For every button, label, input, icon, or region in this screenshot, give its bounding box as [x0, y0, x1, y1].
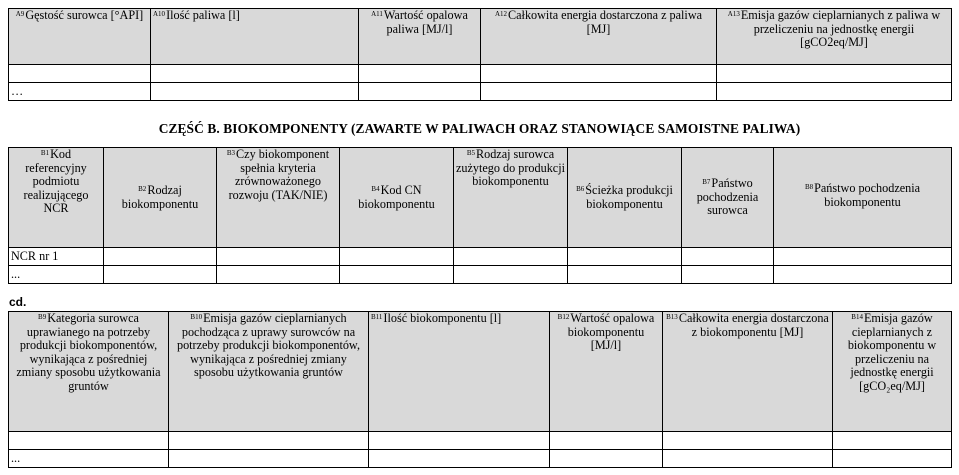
table-cell[interactable] — [833, 450, 952, 468]
table-cell[interactable] — [454, 266, 568, 284]
continuation-label: cd. — [9, 295, 27, 309]
header-kryteria-zrownowazonego-rozwoju: $^{B3}$Czy biokomponent spełnia kryteria zrównoważonego rozwoju (TAK/NIE) — [217, 148, 340, 248]
table-cell[interactable] — [568, 248, 682, 266]
header-emisja-gazow-biokomponentu: $^{B14}$Emisja gazów cieplarnianych z biokomponentu w przeliczeniu na jednostkę energii [gCO₂eq/MJ] — [833, 312, 952, 432]
table-cell[interactable] — [9, 65, 151, 83]
header-panstwo-pochodzenia-surowca: $^{B7}$Państwo pochodzenia surowca — [682, 148, 774, 248]
header-rodzaj-biokomponentu: $^{B2}$Rodzaj biokomponentu — [104, 148, 217, 248]
table-b-continued — [8, 311, 952, 468]
header-kod-cn: $^{B4}$Kod CN biokomponentu — [340, 148, 454, 248]
table-cell[interactable] — [217, 248, 340, 266]
table-cell[interactable] — [151, 65, 359, 83]
table-cell[interactable] — [369, 432, 550, 450]
table-cell[interactable] — [369, 450, 550, 468]
table-cell[interactable] — [104, 266, 217, 284]
table-cell[interactable] — [481, 83, 717, 101]
header-calkowita-energia: $^{A12}$Całkowita energia dostarczona z paliwa [MJ] — [481, 9, 717, 65]
table-row — [9, 248, 952, 266]
table-cell[interactable] — [169, 432, 369, 450]
table-cell[interactable] — [481, 65, 717, 83]
header-emisja-gazow-uprawa: $^{B10}$Emisja gazów cieplarnianych pochodząca z uprawy surowców na potrzeby produkcji biokomponentów, wynikająca z pośredniej zmiany sposobu użytkowania gruntów — [169, 312, 369, 432]
table-cell[interactable] — [663, 432, 833, 450]
table-cell[interactable] — [169, 450, 369, 468]
table-cell[interactable]: ... — [9, 266, 104, 284]
header-calkowita-energia-biokomponentu: $^{B13}$Całkowita energia dostarczona z biokomponentu [MJ] — [663, 312, 833, 432]
table-cell[interactable] — [340, 248, 454, 266]
table-cell[interactable] — [217, 266, 340, 284]
table-cell[interactable] — [568, 266, 682, 284]
header-sciezka-produkcji: $^{B6}$Ścieżka produkcji biokomponentu — [568, 148, 682, 248]
table-cell[interactable] — [9, 432, 169, 450]
table-cell[interactable] — [151, 83, 359, 101]
table-cell[interactable] — [550, 432, 663, 450]
header-wartosc-opalowa: $^{A11}$Wartość opalowa paliwa [MJ/l] — [359, 9, 481, 65]
header-ilosc-biokomponentu: $^{B11}$Ilość biokomponentu [l] — [369, 312, 550, 432]
table-cell[interactable] — [340, 266, 454, 284]
header-ilosc-paliwa: $^{A10}$Ilość paliwa [l] — [151, 9, 359, 65]
section-b-title: CZĘŚĆ B. BIOKOMPONENTY (ZAWARTE W PALIWACH ORAZ STANOWIĄCE SAMOISTNE PALIWA) — [158, 121, 801, 136]
table-cell[interactable]: NCR nr 1 — [9, 248, 104, 266]
header-emisja-gazow: $^{A13}$Emisja gazów cieplarnianych z paliwa w przeliczeniu na jednostkę energii [gCO2eq/MJ] — [717, 9, 952, 65]
table-cell[interactable]: ... — [9, 450, 169, 468]
table-cell[interactable] — [682, 248, 774, 266]
table-cell[interactable] — [717, 83, 952, 101]
table-cell[interactable] — [663, 450, 833, 468]
table-row — [9, 450, 952, 468]
header-panstwo-pochodzenia-biokomponentu: $^{B8}$Państwo pochodzenia biokomponentu — [774, 148, 952, 248]
table-cell[interactable] — [682, 266, 774, 284]
table-row — [9, 432, 952, 450]
header-kod-referencyjny: $^{B1}$Kod referencyjny podmiotu realizującego NCR — [9, 148, 104, 248]
table-row — [9, 83, 952, 101]
header-rodzaj-surowca: $^{B5}$Rodzaj surowca zużytego do produkcji biokomponentu — [454, 148, 568, 248]
table-cell[interactable] — [550, 450, 663, 468]
table-cell[interactable] — [104, 248, 217, 266]
table-row — [9, 266, 952, 284]
header-wartosc-opalowa-biokomponentu: $^{B12}$Wartość opalowa biokomponentu [MJ/l] — [550, 312, 663, 432]
table-cell[interactable] — [717, 65, 952, 83]
header-gestosc-surowca: $^{A9}$Gęstość surowca [°API] — [9, 9, 151, 65]
table-a — [8, 8, 952, 101]
table-b — [8, 147, 952, 284]
table-cell[interactable] — [359, 65, 481, 83]
table-cell[interactable] — [454, 248, 568, 266]
header-kategoria-surowca: $^{B9}$Kategoria surowca uprawianego na potrzeby produkcji biokomponentów, wynikająca z pośredniej zmiany sposobu użytkowania gruntów — [9, 312, 169, 432]
table-cell[interactable] — [774, 248, 952, 266]
table-cell[interactable] — [774, 266, 952, 284]
table-cell[interactable] — [833, 432, 952, 450]
table-cell[interactable]: … — [9, 83, 151, 101]
table-row — [9, 65, 952, 83]
table-cell[interactable] — [359, 83, 481, 101]
